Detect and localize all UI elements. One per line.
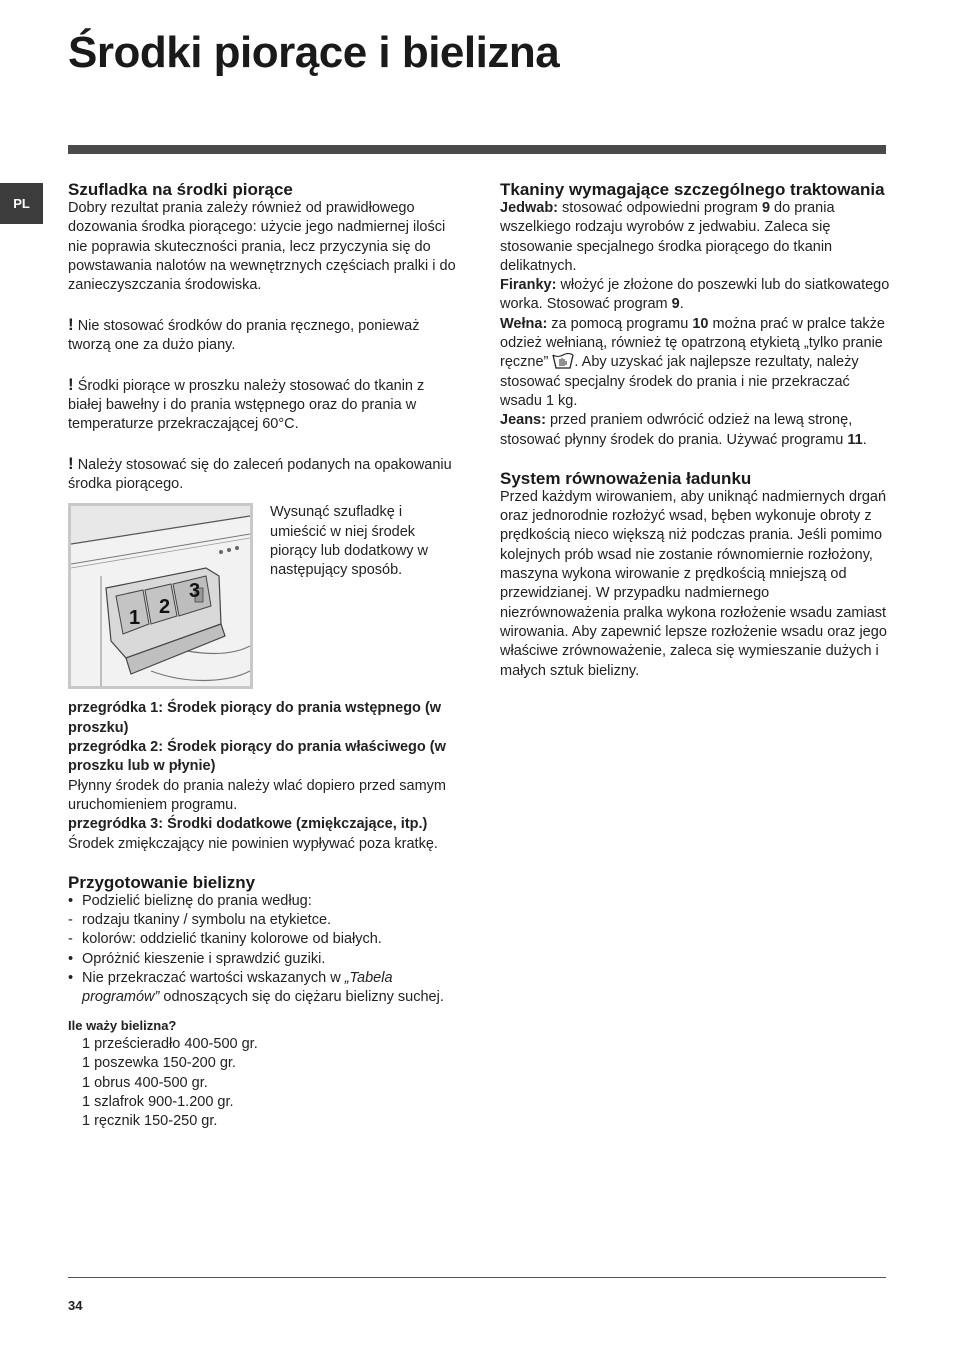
language-tab: PL [0,183,43,224]
list-item: 1 prześcieradło 400-500 gr. [82,1035,258,1052]
exclamation-icon: ! [68,453,74,473]
weights-heading: Ile waży bielizna? [68,1017,177,1033]
drawer-figure-row [68,503,460,689]
silk-paragraph: Jedwab: stosować odpowiedni program 9 do prania wszelkiego rodzaju wyrobów z jedwabiu. Zaleca się stosowanie specjalnego środka piorącego do tkanin delikatnych. [500,200,835,274]
list-item: 1 ręcznik 150-250 gr. [82,1113,218,1130]
liquid-note: Płynny środek do prania należy wlać dopiero przed samym uruchomieniem programu. [68,777,446,813]
warning-3: ! Należy stosować się do zaleceń podanych na opakowaniu środka piorącego. [68,453,452,493]
compartment-2-label: przegródka 2: Środek piorący do prania właściwego (w proszku lub w płynie) [68,739,446,775]
drawer-heading: Szufladka na środki piorące [68,180,293,199]
compartment-label-3: 3 [189,580,201,603]
page-number: 34 [68,1298,83,1313]
jeans-paragraph: Jeans: przed praniem odwrócić odzież na lewą stronę, stosować płynny środek do prania. Używać programu 11. [500,412,867,448]
list-item: - kolorów: oddzielić tkaniny kolorowe od białych. [68,931,382,948]
list-item: 1 szlafrok 900-1.200 gr. [82,1093,234,1110]
page-title: Środki piorące i bielizna [68,28,560,77]
left-column [68,180,460,1131]
balance-text: Przed każdym wirowaniem, aby uniknąć nadmiernych drgań oraz jednorodnie rozłożyć wsad, bęben wykonuje obroty z prędkością nieco większą niż podczas prania. Jeśli pomimo kolejnych prób wsad nie zostanie równomiernie rozłożony, maszyna wykona wirowanie z prędkością mniejszą od przewidzianej. W przypadku nadmiernego niezrównoważenia pralka wykona rozłożenie wsadu zamiast wirowania. Aby zapewnić lepsze rozłożenie wsadu oraz jego właściwe zrównoważenie, zaleca się wymieszanie dużych i małych sztuk bielizny. [500,488,887,679]
warning-1: ! Nie stosować środków do prania ręcznego, ponieważ tworzą one za dużo piany. [68,314,420,354]
prep-heading: Przygotowanie bielizny [68,872,256,892]
detergent-drawer-illustration [68,503,253,689]
header-rule [68,145,886,154]
list-item: 1 poszewka 150-200 gr. [82,1055,236,1072]
compartment-label-2: 2 [159,596,171,619]
list-item: • Podzielić bieliznę do prania według: [68,892,312,909]
footer-rule [68,1277,886,1278]
softener-note: Środek zmiękczający nie powinien wypływać poza kratkę. [68,835,438,852]
balance-heading: System równoważenia ładunku [500,468,752,488]
list-item: - rodzaju tkaniny / symbolu na etykietce. [68,912,332,929]
wool-paragraph: Wełna: za pomocą programu 10 można prać w pralce także odzież wełnianą, również tę opatrzoną etykietą „tylko pranie ręczne” . Aby uzyskać jak najlepsze rezultaty, należy stosować specjalny środek do prania i nie przekraczać wsadu 1 kg. [500,315,885,409]
compartment-label-1: 1 [129,607,141,630]
list-item: • Opróżnić kieszenie i sprawdzić guziki. [68,950,326,967]
prep-list [68,892,460,1008]
right-column [500,180,890,681]
curtains-paragraph: Firanky: włożyć je złożone do poszewki lub do siatkowatego worka. Stosować program 9. [500,277,890,313]
special-fabrics-heading: Tkaniny wymagające szczególnego traktowania [500,180,885,199]
exclamation-icon: ! [68,314,74,334]
exclamation-icon: ! [68,374,74,394]
drawer-intro: Dobry rezultat prania zależy również od prawidłowego dozowania środka piorącego: użycie jego nadmiernej ilości nie poprawia skuteczności prania, lecz przyczynia się do powstawania nalotów na wewnętrznych częściach pralki i do zanieczyszczania środowiska. [68,200,456,294]
list-item: 1 obrus 400-500 gr. [82,1074,208,1091]
hand-wash-icon [552,353,574,369]
weights-list [68,1035,460,1131]
compartment-3-label: przegródka 3: Środki dodatkowe (zmiękczające, itp.) [68,816,428,833]
warning-2: ! Środki piorące w proszku należy stosować do tkanin z białej bawełny i do prania wstępnego oraz do prania w temperaturze przekraczającej 60°C. [68,374,425,433]
list-item: • Nie przekraczać wartości wskazanych w „Tabela programów” odnoszących się do ciężaru bielizny suchej. [68,970,444,1006]
compartment-1-label: przegródka 1: Środek piorący do prania wstępnego (w proszku) [68,700,442,736]
figure-caption: Wysunąć szufladkę i umieścić w niej środek piorący lub dodatkowy w następujący sposób. [270,504,428,579]
